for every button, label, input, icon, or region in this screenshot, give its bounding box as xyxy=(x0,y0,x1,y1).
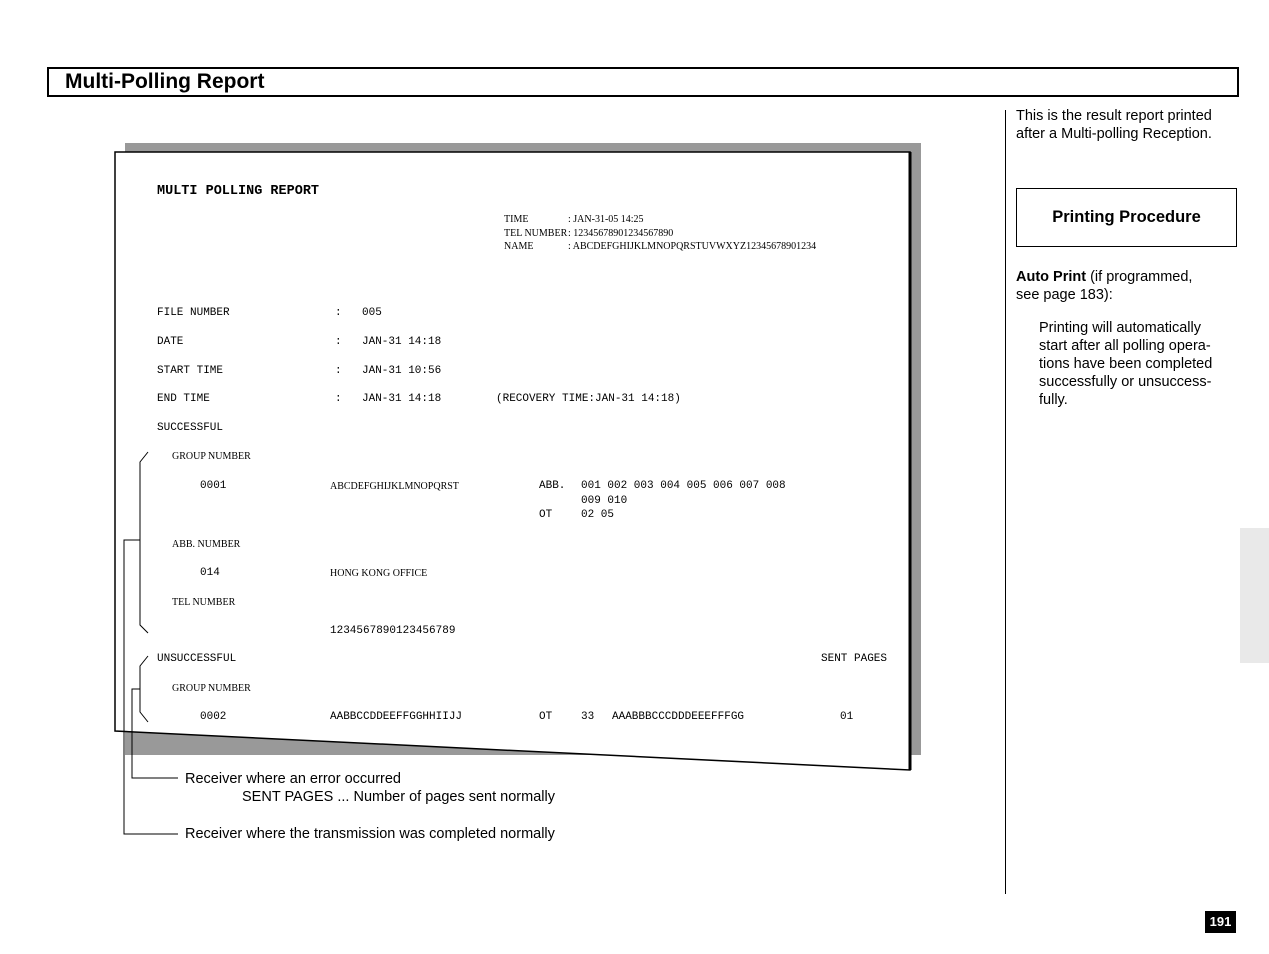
printing-procedure-heading: Printing Procedure xyxy=(1052,208,1201,226)
body-line-4: successfully or unsuccess- xyxy=(1039,374,1212,390)
intro-line-1: This is the result report printed xyxy=(1016,108,1212,124)
ot-value-2: 33 xyxy=(581,711,595,723)
successful-heading: SUCCESSFUL xyxy=(157,422,224,434)
body-line-1: Printing will automatically xyxy=(1039,320,1201,336)
sent-pages-value: 01 xyxy=(840,711,854,723)
ot-label: OT xyxy=(539,509,553,521)
name-value: : ABCDEFGHIJKLMNOPQRSTUVWXYZ12345678901234 xyxy=(568,241,817,252)
group-number-label: GROUP NUMBER xyxy=(172,451,251,462)
body-line-3: tions have been completed xyxy=(1039,356,1213,372)
time-label: TIME xyxy=(504,214,529,225)
file-number-colon: : xyxy=(335,307,342,319)
group-1-name: ABCDEFGHIJKLMNOPQRST xyxy=(330,481,459,492)
end-time-colon: : xyxy=(335,393,342,405)
body-line-5: fully. xyxy=(1039,392,1068,408)
date-value: JAN-31 14:18 xyxy=(362,336,442,348)
group-2-name: AABBCCDDEEFFGGHHIIJJ xyxy=(330,711,463,723)
unsuccessful-heading: UNSUCCESSFUL xyxy=(157,653,237,665)
date-colon: : xyxy=(335,336,342,348)
group-2-number: 0002 xyxy=(200,711,227,723)
normal-caption: Receiver where the transmission was completed normally xyxy=(185,826,555,842)
abb-number-value: 014 xyxy=(200,567,220,579)
end-time-value: JAN-31 14:18 xyxy=(362,393,442,405)
sent-pages-header: SENT PAGES xyxy=(821,653,888,665)
report-title: MULTI POLLING REPORT xyxy=(157,184,320,199)
start-time-value: JAN-31 10:56 xyxy=(362,365,442,377)
file-number-label: FILE NUMBER xyxy=(157,307,230,319)
body-line-2: start after all polling opera- xyxy=(1039,338,1211,354)
file-number-value: 005 xyxy=(362,307,382,319)
abb-line-1: 001 002 003 004 005 006 007 008 xyxy=(581,480,786,492)
abb-line-2: 009 010 xyxy=(581,495,628,507)
ot-label-2: OT xyxy=(539,711,553,723)
tel-number-value: 1234567890123456789 xyxy=(330,625,456,637)
ot-values: 02 05 xyxy=(581,509,615,521)
group-number-label-2: GROUP NUMBER xyxy=(172,683,251,694)
tel-label: TEL NUMBER xyxy=(504,228,568,239)
auto-print-label: Auto Print xyxy=(1016,269,1087,285)
auto-print-rest: (if programmed, xyxy=(1086,269,1193,285)
date-label: DATE xyxy=(157,336,184,348)
time-value: : JAN-31-05 14:25 xyxy=(568,214,644,225)
abb-number-label: ABB. NUMBER xyxy=(172,539,241,550)
start-time-colon: : xyxy=(335,365,342,377)
group-2-abb: AAABBBCCCDDDEEEFFFGG xyxy=(612,711,745,723)
abb-name: HONG KONG OFFICE xyxy=(330,568,428,579)
group-1-number: 0001 xyxy=(200,480,227,492)
abb-label: ABB. xyxy=(539,480,566,492)
end-time-label: END TIME xyxy=(157,393,210,405)
page-title: Multi-Polling Report xyxy=(65,70,265,93)
recovery-time: (RECOVERY TIME:JAN-31 14:18) xyxy=(496,393,681,405)
auto-print-line-2: see page 183): xyxy=(1016,287,1113,303)
page-number: 191 xyxy=(1205,911,1236,933)
sent-pages-note: SENT PAGES ... Number of pages sent normally xyxy=(242,789,555,805)
tel-value: : 12345678901234567890 xyxy=(568,228,674,239)
error-caption: Receiver where an error occurred xyxy=(185,771,401,787)
start-time-label: START TIME xyxy=(157,365,224,377)
intro-line-2: after a Multi-polling Reception. xyxy=(1016,126,1212,142)
name-label: NAME xyxy=(504,241,534,252)
tel-number-label: TEL NUMBER xyxy=(172,597,236,608)
